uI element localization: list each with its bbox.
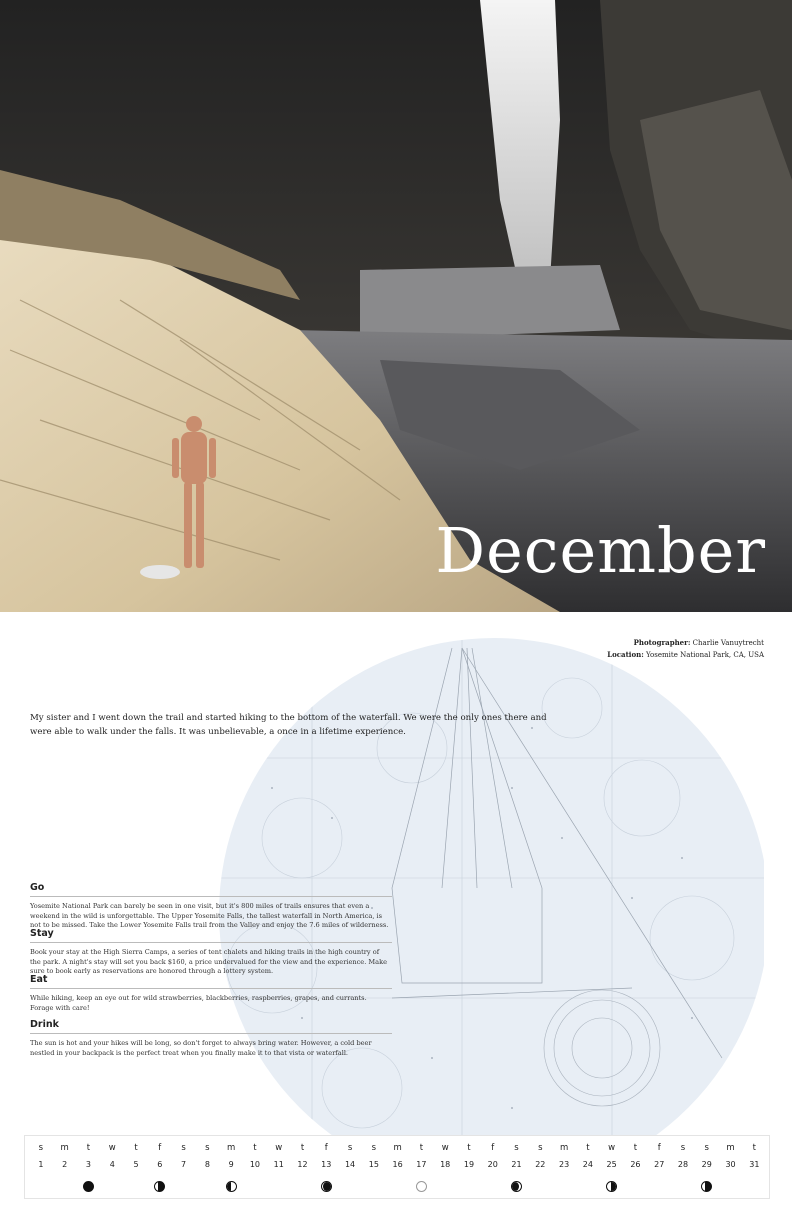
date-cell: 13	[321, 1160, 332, 1169]
moon-phase-icon	[83, 1181, 94, 1192]
moon-phase-row	[29, 1180, 766, 1194]
date-cell: 15	[368, 1160, 379, 1169]
section-title: Eat	[30, 974, 48, 985]
date-cell: 30	[725, 1160, 736, 1169]
weekday-label: f	[657, 1143, 661, 1153]
weekday-label: m	[559, 1143, 569, 1153]
location-name: Yosemite National Park, CA, USA	[646, 651, 764, 659]
section-drink	[30, 1019, 390, 1058]
date-cell: 22	[535, 1160, 546, 1169]
date-cell: 10	[249, 1160, 261, 1169]
date-cell: 1	[38, 1160, 44, 1169]
section-body: While hiking, keep an eye out for wild strawberries, blackberries, raspberries, grapes, and currants. Forage with care!	[30, 994, 367, 1012]
moon-phase-icon	[701, 1181, 712, 1192]
date-cell: 25	[606, 1160, 617, 1169]
moon-phase-icon	[511, 1181, 522, 1192]
weekday-label: s	[205, 1143, 210, 1153]
section-divider	[30, 988, 392, 989]
month-title: December	[435, 514, 766, 587]
moon-phase-icon	[154, 1181, 165, 1192]
date-cell: 18	[440, 1160, 451, 1169]
date-cell: 16	[392, 1160, 403, 1169]
date-cell: 2	[62, 1160, 68, 1169]
weekday-label: m	[60, 1143, 69, 1153]
photographer-name: Charlie Vanuytrecht	[692, 639, 764, 647]
weekday-label: t	[419, 1143, 424, 1153]
moon-phase-icon	[226, 1181, 237, 1192]
date-cell: 11	[273, 1160, 284, 1169]
weekday-label: t	[134, 1143, 138, 1153]
weekday-label: f	[158, 1143, 162, 1153]
date-cell: 24	[582, 1160, 593, 1169]
weekday-label: t	[752, 1143, 756, 1153]
weekday-label: t	[633, 1143, 638, 1153]
weekday-label: s	[704, 1143, 709, 1153]
date-cell: 5	[133, 1160, 139, 1169]
date-cell: 19	[463, 1160, 475, 1169]
date-row	[29, 1160, 766, 1169]
weekday-label: m	[393, 1143, 402, 1153]
date-cell: 12	[297, 1160, 308, 1169]
date-cell: 23	[558, 1160, 570, 1169]
date-cell: 27	[654, 1160, 665, 1169]
weekday-label: w	[275, 1143, 283, 1153]
weekday-label: w	[108, 1143, 116, 1153]
date-cell: 9	[228, 1160, 234, 1169]
date-cell: 31	[749, 1160, 760, 1169]
weekday-label: s	[538, 1143, 543, 1153]
date-cell: 4	[109, 1160, 115, 1169]
section-eat	[30, 974, 390, 1013]
date-cell: 21	[511, 1160, 522, 1169]
date-cell: 20	[487, 1160, 498, 1169]
weekday-label: t	[300, 1143, 305, 1153]
section-body: Book your stay at the High Sierra Camps, a series of tent chalets and hiking trails in the high country of the park. A night's stay will set you back $160, a price undervalued for the view and the experience. Make sure to book early as reservations are honored through a lottery system.	[30, 948, 387, 975]
weekday-label: t	[467, 1143, 471, 1153]
section-stay	[30, 928, 390, 977]
weekday-label: t	[253, 1143, 257, 1153]
weekday-label: f	[324, 1143, 328, 1153]
date-cell: 6	[157, 1160, 163, 1169]
date-cell: 29	[701, 1160, 712, 1169]
date-cell: 26	[630, 1160, 641, 1169]
month-calendar	[24, 1135, 770, 1199]
weekday-label: s	[371, 1143, 377, 1153]
weekday-label: s	[38, 1143, 44, 1153]
weekday-label: m	[227, 1143, 236, 1153]
section-title: Stay	[30, 928, 54, 939]
section-divider	[30, 942, 392, 943]
weekday-label: w	[441, 1143, 449, 1153]
section-title: Drink	[30, 1019, 59, 1030]
date-cell: 14	[344, 1160, 356, 1169]
photographer-label: Photographer:	[633, 638, 691, 647]
weekday-label: f	[491, 1143, 495, 1153]
weekday-label: t	[586, 1143, 590, 1153]
weekday-label: t	[86, 1143, 91, 1153]
moon-phase-icon	[416, 1181, 427, 1192]
section-body: Yosemite National Park can barely be seen in one visit, but it's 800 miles of trails ensures that even a weekend in the wild is unforgettable. The Upper Yosemite Falls, the tallest waterfall in North America, is not to be missed. Take the Lower Yosemite Falls trail from the Valley and enjoy the 7.6 miles of wilderness.	[30, 902, 389, 929]
moon-phase-icon	[321, 1181, 332, 1192]
date-cell: 3	[85, 1160, 91, 1169]
section-divider	[30, 1033, 392, 1034]
weekday-label: s	[514, 1143, 519, 1153]
weekday-label: s	[347, 1143, 353, 1153]
moon-phase-icon	[606, 1181, 617, 1192]
weekday-row	[29, 1143, 766, 1153]
section-divider	[30, 896, 392, 897]
section-body: The sun is hot and your hikes will be long, so don't forget to always bring water. However, a cold beer nestled in your backpack is the perfect treat when you finally make it to that vista or waterfall.	[30, 1039, 372, 1057]
section-title: Go	[30, 882, 45, 893]
weekday-label: s	[680, 1143, 686, 1153]
intro-paragraph: My sister and I went down the trail and started hiking to the bottom of the waterfall. We were the only ones there and were able to walk under the falls. It was unbelievable, a once in a lifetime experience.	[30, 713, 547, 737]
date-cell: 17	[416, 1160, 427, 1169]
weekday-label: w	[608, 1143, 616, 1153]
weekday-label: s	[181, 1143, 186, 1153]
date-cell: 8	[204, 1160, 210, 1169]
date-cell: 7	[181, 1160, 187, 1169]
location-label: Location:	[607, 650, 644, 659]
date-cell: 28	[677, 1160, 689, 1169]
weekday-label: m	[726, 1143, 735, 1153]
section-go	[30, 882, 390, 931]
